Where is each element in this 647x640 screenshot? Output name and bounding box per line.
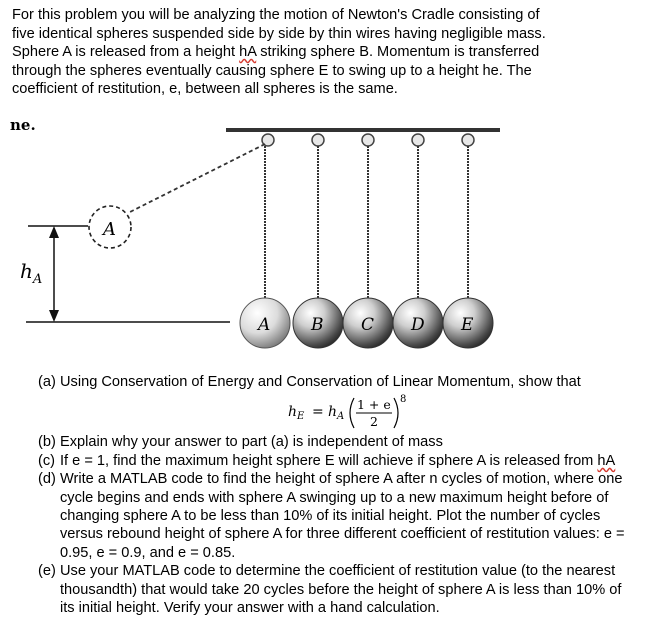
sphere-b (293, 298, 343, 348)
equation-numerator: 1 + e (357, 397, 391, 412)
part-c-text: If e = 1, find the maximum height sphere E will achieve if sphere A is released from (60, 452, 598, 469)
height-arrow-bottom-head (49, 310, 59, 322)
intro-line-2: five identical spheres suspended side by side by thin wires having negligible mass. (12, 25, 546, 42)
equation-lhs: $h_E$ (288, 404, 305, 422)
sphere-a (240, 298, 290, 348)
part-e-text: Use your MATLAB code to determine the coefficient of restitution value (to the nearest thousandth) that would take 20 cycles before the height of sphere A is less than 10% of its initial height. Verify your answer with a hand calculation. (60, 563, 622, 617)
wires (265, 146, 468, 298)
sphere-c-label: C (361, 315, 375, 335)
height-label: $h_A$ (20, 259, 43, 287)
released-string (130, 144, 265, 212)
ceiling-bar (226, 128, 500, 132)
hooks (262, 134, 474, 146)
intro-line-4: through the spheres eventually causing sphere E to swing up to a height he. The (12, 62, 532, 79)
equation-equals: = (312, 404, 324, 420)
intro-line-3: Sphere A is released from a height hA striking sphere B. Momentum is transferred (12, 44, 540, 61)
sphere-a-label: A (258, 315, 271, 335)
equation-denominator: 2 (370, 414, 378, 429)
sphere-e-label: E (461, 315, 474, 335)
equation-exponent: 8 (400, 394, 407, 405)
intro-line-1: For this problem you will be analyzing the motion of Newton's Cradle consisting of (12, 7, 540, 23)
right-paren (394, 398, 398, 428)
equation-rhs: $h_A$ (328, 404, 345, 422)
part-c-ha-word: hA (597, 452, 616, 469)
intro-line-5: coefficient of restitution, e, between all spheres is the same. (12, 81, 398, 98)
sphere-d-label: D (411, 315, 425, 335)
part-a: (a) Using Conservation of Energy and Conservation of Linear Momentum, show that (38, 374, 581, 390)
cropped-text: ne. (10, 116, 36, 134)
part-d-text: Write a MATLAB code to find the height of sphere A after n cycles of motion, where one cycle begins and ends with sphere A swinging up to a new maximum height before of changing sphere A to be less than 10% of its initial height. Plot the number of cycles versus rebound height of sphere A for three different coefficient of restitution values: e = 0.95, e = 0.9, and e = 0.85. (60, 471, 625, 561)
sphere-e (443, 298, 493, 348)
part-e: (e) Use your MATLAB code to determine the coefficient of restitution value (to the nearest thousandth) that would take 20 cycles before the height of sphere A is less than 10% of its initial height. Verify your answer with a hand calculation. (38, 563, 622, 617)
sphere-d (393, 298, 443, 348)
part-d: (d) Write a MATLAB code to find the height of sphere A after n cycles of motion, where one cycle begins and ends with sphere A swinging up to a new maximum height before of changing sphere A to be less than 10% of its initial height. Plot the number of cycles versus rebound height of sphere A for three different coefficient of restitution values: e = 0.95, e = 0.9, and e = 0.85. (38, 471, 625, 561)
problem-intro (12, 6, 642, 99)
part-c: (c) If e = 1, find the maximum height sphere E will achieve if sphere A is released from hA (38, 452, 616, 469)
height-arrow-top-head (49, 226, 59, 238)
ha-spellcheck-word: hA (239, 44, 257, 61)
released-sphere-a-label: A (103, 219, 116, 240)
left-paren (350, 398, 354, 428)
height-equation (288, 392, 418, 432)
part-a-text: Using Conservation of Energy and Conservation of Linear Momentum, show that (60, 374, 581, 390)
newtons-cradle-diagram (0, 118, 647, 380)
part-b: (b) Explain why your answer to part (a) is independent of mass (38, 434, 443, 451)
sphere-c (343, 298, 393, 348)
part-b-text: Explain why your answer to part (a) is independent of mass (60, 434, 443, 451)
sphere-b-label: B (311, 315, 324, 335)
